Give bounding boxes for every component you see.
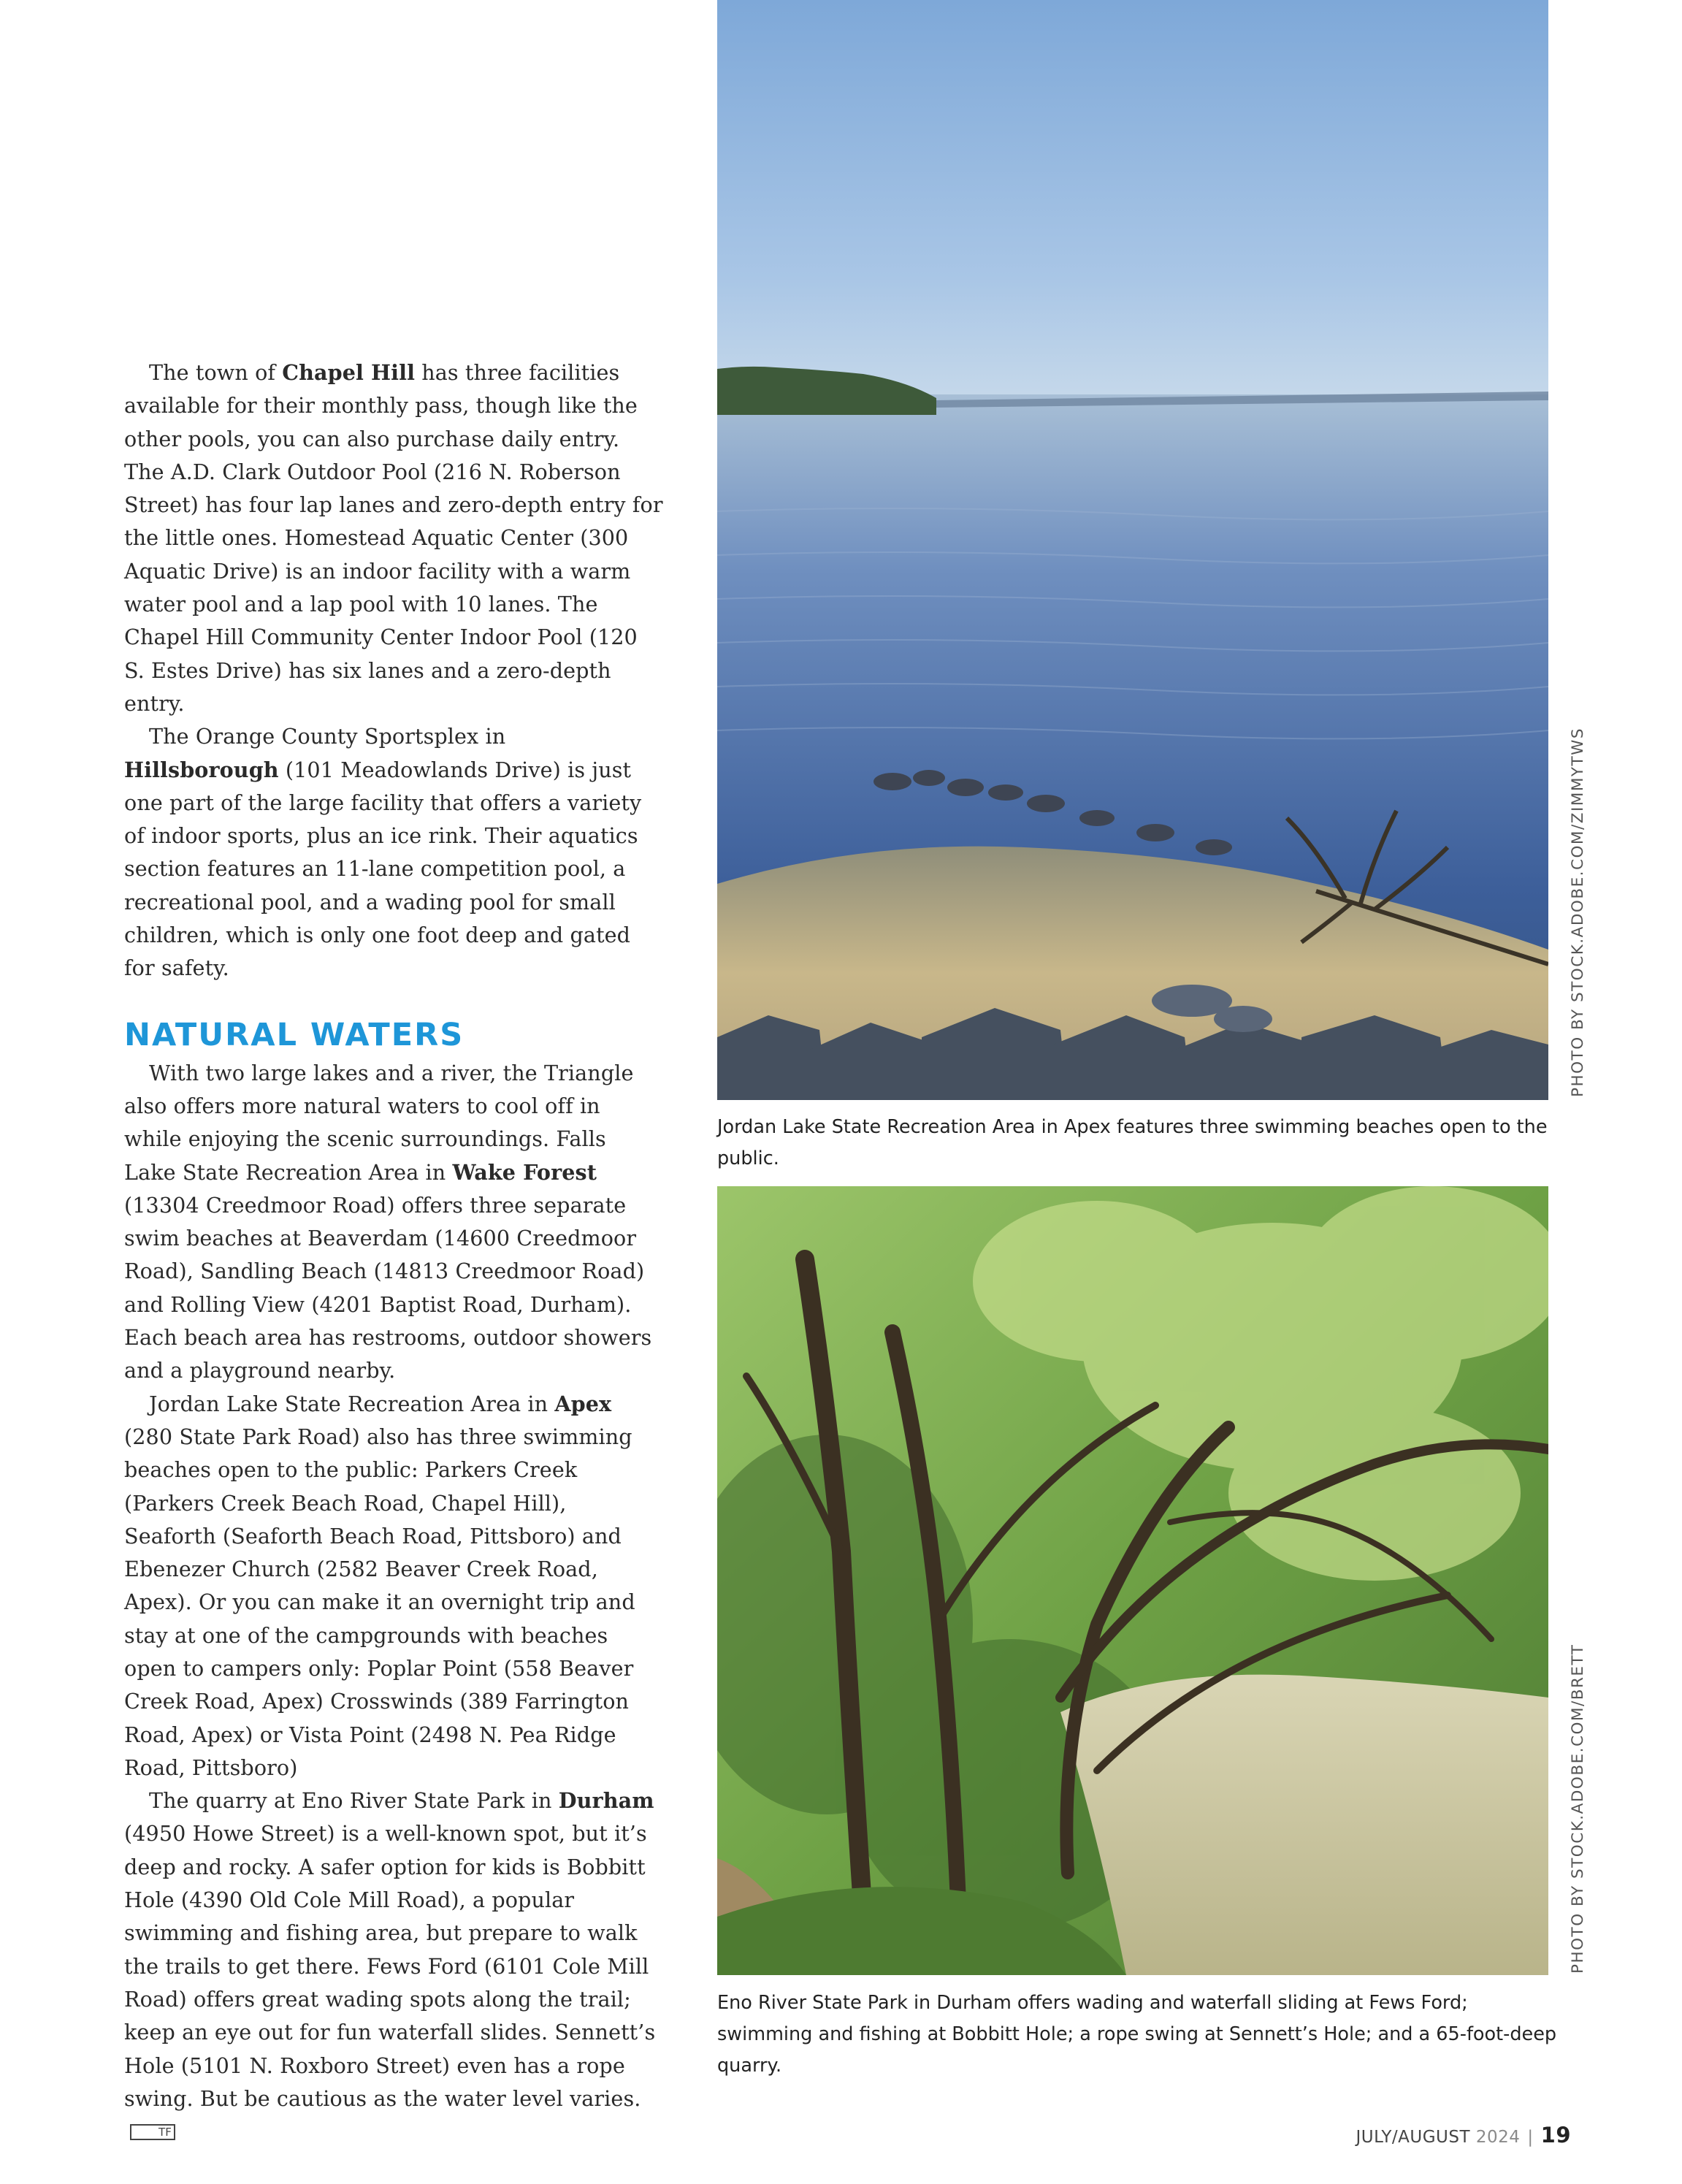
town-name: Hillsborough bbox=[124, 757, 279, 782]
folio-separator: | bbox=[1527, 2128, 1534, 2147]
paragraph-hillsborough: The Orange County Sportsplex in Hillsborough (101 Meadowlands Drive) is just one part of the large facility that offers a variety of indoor sports, plus an ice rink. Their aquatics section features an 11-lane competition pool, a recreational pool, and a wading pool for small children, which is only one foot deep and gated for safety. bbox=[124, 724, 642, 981]
town-name: Wake Forest bbox=[452, 1159, 597, 1185]
section-heading: NATURAL WATERS bbox=[124, 1016, 465, 1053]
town-name: Chapel Hill bbox=[282, 360, 416, 385]
end-mark-logo: TF bbox=[130, 2124, 175, 2140]
town-name: Durham bbox=[558, 1788, 654, 1814]
issue-label: JULY/AUGUST bbox=[1356, 2128, 1471, 2147]
eno-river-photo bbox=[717, 1186, 1548, 1975]
river-photo-caption: Eno River State Park in Durham offers wading and waterfall sliding at Fews Ford; swimming and fishing at Bobbitt Hole; a rope swing at Sennett’s Hole; and a 65-foot-deep quarry. bbox=[717, 1992, 1557, 2077]
jordan-lake-photo bbox=[717, 0, 1548, 1100]
issue-year: 2024 bbox=[1475, 2128, 1521, 2147]
page-number: 19 bbox=[1540, 2123, 1571, 2147]
lake-photo-caption: Jordan Lake State Recreation Area in Apex features three swimming beaches open to the public. bbox=[717, 1116, 1548, 1169]
river-illustration bbox=[717, 1186, 1548, 1975]
paragraph-jordan-lake: Jordan Lake State Recreation Area in Apex (280 State Park Road) also has three swimming beaches open to the public: Parkers Creek (Parkers Creek Beach Road, Chapel Hill), Seaforth (Seaforth Beach Road, Pittsboro) and Ebenezer Church (2582 Beaver Creek Road, Apex). Or you can make it an overnight trip and stay at one of the campgrounds with beaches open to campers only: Poplar Point (558 Beaver Creek Road, Apex) Crosswinds (389 Farrington Road, Apex) or Vista Point (2498 N. Pea Ridge Road, Pittsboro) bbox=[124, 1391, 635, 1780]
paragraph-chapel-hill: The town of Chapel Hill has three facilities available for their monthly pass, though like the other pools, you can also purchase daily entry. The A.D. Clark Outdoor Pool (216 N. Roberson Street) has four lap lanes and zero-depth entry for the little ones. Homestead Aquatic Center (300 Aquatic Drive) is an indoor facility with a warm water pool and a lap pool with 10 lanes. The Chapel Hill Community Center Indoor Pool (120 S. Estes Drive) has six lanes and a zero-depth entry. bbox=[124, 360, 663, 716]
article-body bbox=[124, 356, 663, 2148]
town-name: Apex bbox=[554, 1391, 612, 1416]
lake-photo-credit: PHOTO BY STOCK.ADOBE.COM/ZIMMYTWS bbox=[1569, 727, 1587, 1097]
lake-illustration bbox=[717, 0, 1548, 1100]
paragraph-falls-lake: With two large lakes and a river, the Triangle also offers more natural waters to cool off in while enjoying the scenic surroundings. Falls Lake State Recreation Area in Wake Forest (13304 Creedmoor Road) offers three separate swim beaches at Beaverdam (14600 Creedmoor Road), Sandling Beach (14813 Creedmoor Road) and Rolling View (4201 Baptist Road, Durham). Each beach area has restrooms, outdoor showers and a playground nearby. bbox=[124, 1060, 652, 1383]
paragraph-eno-river: The quarry at Eno River State Park in Durham (4950 Howe Street) is a well-known spot, but it’s deep and rocky. A safer option for kids is Bobbitt Hole (4390 Old Cole Mill Road), a popular swimming and fishing area, but prepare to walk the trails to get there. Fews Ford (6101 Cole Mill Road) offers great wading spots along the trail; keep an eye out for fun waterfall slides. Sennett’s Hole (5101 N. Roxboro Street) even has a rope swing. But be cautious as the water level varies.TF bbox=[124, 1788, 656, 2139]
page-folio bbox=[1356, 2124, 1571, 2148]
river-photo-credit: PHOTO BY STOCK.ADOBE.COM/BRETT bbox=[1569, 1643, 1587, 1974]
